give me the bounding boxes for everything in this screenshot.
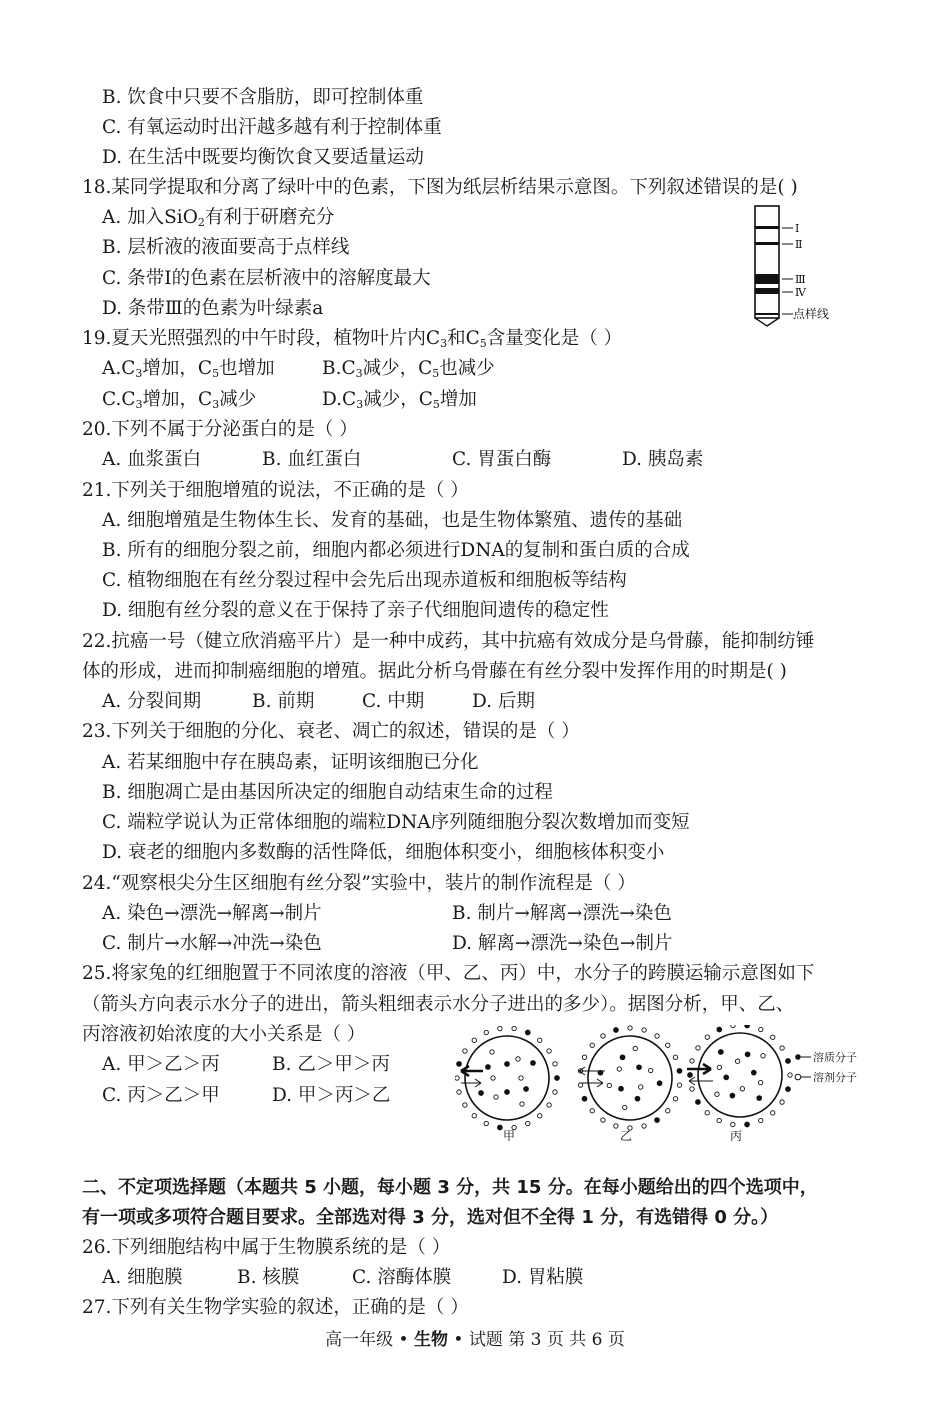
solute-molecule bbox=[524, 1087, 529, 1092]
solute-molecule bbox=[614, 1028, 619, 1033]
band-1 bbox=[755, 226, 779, 229]
q20-stem: 20.下列不属于分泌蛋白的是（ ） bbox=[82, 419, 358, 440]
q23-option-d: D. 衰老的细胞内多数酶的活性降低，细胞体积变小，细胞核体积变小 bbox=[102, 842, 665, 863]
q20-option-a: A. 血浆蛋白 bbox=[102, 449, 202, 470]
solute-molecule bbox=[657, 1081, 662, 1086]
solvent-molecule bbox=[490, 1050, 494, 1054]
q18-option-a: A. 加入SiO$_2$有利于研磨充分 bbox=[102, 207, 335, 229]
solute-molecule bbox=[677, 1069, 682, 1074]
solvent-molecule bbox=[780, 1046, 784, 1050]
q25-option-b: B. 乙＞甲＞丙 bbox=[272, 1054, 390, 1075]
q19-stem: 19.夏天光照强烈的中午时段，植物叶片内$C_3$和$C_5$含量变化是（ ） bbox=[82, 328, 623, 350]
solute-molecule bbox=[505, 1062, 510, 1067]
q25-option-d: D. 甲＞丙＞乙 bbox=[272, 1085, 391, 1106]
solute-molecule bbox=[718, 1050, 723, 1055]
solvent-molecule bbox=[472, 1114, 476, 1118]
solvent-molecule bbox=[677, 1083, 681, 1087]
solute-molecule bbox=[637, 1065, 642, 1070]
solvent-molecule bbox=[633, 1046, 637, 1050]
solvent-molecule bbox=[717, 1118, 721, 1122]
q21-stem: 21.下列关于细胞增殖的说法，不正确的是（ ） bbox=[82, 480, 469, 501]
footer-paper: 试题 bbox=[468, 1330, 503, 1350]
solvent-molecule bbox=[498, 1026, 502, 1030]
solute-molecule bbox=[745, 1122, 750, 1127]
solvent-molecule bbox=[491, 1076, 495, 1080]
label-yi: 乙 bbox=[620, 1129, 633, 1143]
solvent-molecule bbox=[623, 1105, 627, 1109]
q18-option-d: D. 条带Ⅲ的色素为叶绿素a bbox=[102, 298, 324, 319]
q26-stem: 26.下列细胞结构中属于生物膜系统的是（ ） bbox=[82, 1237, 451, 1258]
q26-option-a: A. 细胞膜 bbox=[102, 1267, 183, 1288]
solute-molecule bbox=[786, 1087, 791, 1092]
band-4 bbox=[755, 288, 779, 294]
footer-page-number: 第 3 页 共 6 页 bbox=[508, 1330, 625, 1350]
solvent-molecule bbox=[666, 1043, 670, 1047]
page-footer: 高一年级 • 生物 • 试题 第 3 页 共 6 页 bbox=[325, 1330, 625, 1350]
solvent-molecule bbox=[520, 1102, 524, 1106]
q21-option-a: A. 细胞增殖是生物体生长、发育的基础，也是生物体繁殖、遗传的基础 bbox=[102, 510, 683, 531]
q25-stem-line3: 丙溶液初始浓度的大小关系是（ ） bbox=[82, 1024, 366, 1045]
q18-option-b: B. 层析液的液面要高于点样线 bbox=[102, 237, 350, 258]
q20-option-d: D. 胰岛素 bbox=[622, 449, 704, 470]
solvent-molecule bbox=[553, 1090, 557, 1094]
solvent-molecule bbox=[614, 1124, 618, 1128]
q20-option-c: C. 胃蛋白酶 bbox=[452, 449, 552, 470]
solute-molecule bbox=[525, 1030, 530, 1035]
solute-molecule bbox=[688, 1073, 693, 1078]
solvent-molecule bbox=[731, 1025, 735, 1028]
cell-jia bbox=[465, 1036, 549, 1120]
solvent-molecule bbox=[759, 1027, 763, 1031]
solute-molecule bbox=[724, 1075, 729, 1080]
solvent-molecule bbox=[639, 1085, 643, 1089]
band-3 bbox=[755, 274, 779, 284]
solvent-molecule bbox=[538, 1114, 542, 1118]
q19-option-a: $A.C_3$增加，$C_5$也增加 bbox=[102, 358, 275, 380]
q19-option-d: $D.C_3$减少，$C_5$增加 bbox=[322, 389, 477, 411]
q24-option-c: C. 制片→水解→冲洗→染色 bbox=[102, 933, 322, 954]
solvent-molecule bbox=[780, 1100, 784, 1104]
q24-option-a: A. 染色→漂洗→解离→制片 bbox=[102, 903, 322, 924]
solute-molecule bbox=[696, 1100, 701, 1105]
solvent-molecule bbox=[553, 1062, 557, 1066]
solute-molecule bbox=[745, 1025, 750, 1028]
q21-option-b: B. 所有的细胞分裂之前，细胞内都必须进行DNA的复制和蛋白质的合成 bbox=[102, 540, 690, 561]
q17-option-b: B. 饮食中只要不含脂肪，即可控制体重 bbox=[102, 87, 424, 108]
solvent-molecule bbox=[494, 1095, 498, 1099]
legend-solvent-label: 溶剂分子 bbox=[813, 1071, 857, 1084]
q22-stem-line2: 体的形成，进而抑制癌细胞的增殖。据此分析乌骨藤在有丝分裂中发挥作用的时期是( ) bbox=[82, 661, 787, 682]
solute-molecule bbox=[786, 1059, 791, 1064]
section2-title-line1: 二、不定项选择题（本题共 5 小题，每小题 3 分，共 15 分。在每小题给出的四个选项中， bbox=[82, 1177, 818, 1198]
label-band-2: Ⅱ bbox=[795, 238, 803, 251]
solute-molecule bbox=[619, 1086, 624, 1091]
osmosis-figure bbox=[455, 1025, 875, 1150]
arrow-jia-out bbox=[461, 1066, 483, 1076]
solvent-molecule bbox=[601, 1118, 605, 1122]
legend-solute-marker bbox=[795, 1054, 801, 1060]
solute-molecule bbox=[505, 1090, 510, 1095]
section2-title-line2: 有一项或多项符合题目要求。全部选对得 3 分，选对但不全得 1 分，有选错得 0 分。） bbox=[82, 1207, 779, 1228]
legend-solute-label: 溶质分子 bbox=[813, 1051, 857, 1064]
cell-yi bbox=[588, 1036, 672, 1120]
q21-option-d: D. 细胞有丝分裂的意义在于保持了亲子代细胞间遗传的稳定性 bbox=[102, 600, 609, 621]
solvent-molecule bbox=[472, 1038, 476, 1042]
q25-stem-line2: （箭头方向表示水分子的进出，箭头粗细表示水分子进出的多少）。据图分析，甲、乙、 bbox=[82, 994, 795, 1015]
solvent-molecule bbox=[516, 1057, 520, 1061]
solvent-molecule bbox=[673, 1055, 677, 1059]
solvent-molecule bbox=[547, 1049, 551, 1053]
label-spot-line: 点样线 bbox=[793, 307, 830, 321]
solute-molecule bbox=[555, 1076, 560, 1081]
q25-option-c: C. 丙＞乙＞甲 bbox=[102, 1085, 220, 1106]
q17-option-c: C. 有氧运动时出汗越多越有利于控制体重 bbox=[102, 117, 442, 138]
solvent-molecule bbox=[538, 1038, 542, 1042]
solvent-molecule bbox=[715, 1092, 719, 1096]
q22-option-b: B. 前期 bbox=[252, 691, 315, 712]
solute-molecule bbox=[497, 1125, 502, 1130]
cell-bing bbox=[698, 1033, 782, 1117]
solvent-molecule bbox=[696, 1046, 700, 1050]
solvent-molecule bbox=[690, 1087, 694, 1091]
solvent-molecule bbox=[771, 1035, 775, 1039]
q24-stem: 24.“观察根尖分生区细胞有丝分裂”实验中，装片的制作流程是（ ） bbox=[82, 873, 636, 894]
solvent-molecule bbox=[705, 1035, 709, 1039]
footer-subject: 生物 bbox=[413, 1330, 448, 1350]
legend-solvent-marker bbox=[795, 1074, 801, 1080]
solvent-molecule bbox=[455, 1076, 459, 1080]
solute-molecule bbox=[757, 1096, 762, 1101]
solute-molecule bbox=[457, 1062, 462, 1067]
q19-option-b: $B.C_3$减少，$C_5$也减少 bbox=[322, 358, 495, 380]
solvent-molecule bbox=[690, 1059, 694, 1063]
q17-option-d: D. 在生活中既要均衡饮食又要适量运动 bbox=[102, 147, 424, 168]
q23-option-b: B. 细胞凋亡是由基因所决定的细胞自动结束生命的过程 bbox=[102, 782, 553, 803]
q22-option-c: C. 中期 bbox=[362, 691, 425, 712]
solvent-molecule bbox=[666, 1109, 670, 1113]
solvent-molecule bbox=[735, 1059, 739, 1063]
q21-option-c: C. 植物细胞在有丝分裂过程中会先后出现赤道板和细胞板等结构 bbox=[102, 570, 627, 591]
label-band-3: Ⅲ bbox=[795, 273, 806, 286]
solvent-molecule bbox=[642, 1028, 646, 1032]
solvent-molecule bbox=[771, 1111, 775, 1115]
arrow-jia-in bbox=[461, 1079, 481, 1087]
q26-option-c: C. 溶酶体膜 bbox=[352, 1267, 452, 1288]
label-band-4: Ⅳ bbox=[795, 286, 806, 299]
solvent-molecule bbox=[642, 1124, 646, 1128]
solvent-molecule bbox=[758, 1080, 762, 1084]
chromatography-figure bbox=[745, 200, 855, 330]
solute-molecule bbox=[635, 1096, 640, 1101]
solvent-molecule bbox=[590, 1109, 594, 1113]
q26-option-b: B. 核膜 bbox=[237, 1267, 300, 1288]
solute-molecule bbox=[531, 1061, 536, 1066]
q26-option-d: D. 胃粘膜 bbox=[502, 1267, 584, 1288]
solvent-molecule bbox=[578, 1083, 582, 1087]
q25-stem-line1: 25.将家兔的红细胞置于不同浓度的溶液（甲、乙、丙）中，水分子的跨膜运输示意图如下 bbox=[82, 963, 815, 984]
solvent-molecule bbox=[526, 1121, 530, 1125]
solute-molecule bbox=[486, 1065, 491, 1070]
q25-option-a: A. 甲＞乙＞丙 bbox=[102, 1054, 220, 1075]
solvent-molecule bbox=[590, 1043, 594, 1047]
solvent-molecule bbox=[484, 1121, 488, 1125]
label-bing: 丙 bbox=[730, 1129, 743, 1143]
solvent-molecule bbox=[705, 1111, 709, 1115]
solute-molecule bbox=[745, 1052, 750, 1057]
q23-option-c: C. 端粒学说认为正常体细胞的端粒DNA序列随细胞分裂次数增加而变短 bbox=[102, 812, 690, 833]
solvent-molecule bbox=[463, 1049, 467, 1053]
solvent-molecule bbox=[761, 1054, 765, 1058]
solvent-molecule bbox=[547, 1103, 551, 1107]
q24-option-b: B. 制片→解离→漂洗→染色 bbox=[452, 903, 672, 924]
solvent-molecule bbox=[484, 1030, 488, 1034]
q23-option-a: A. 若某细胞中存在胰岛素，证明该细胞已分化 bbox=[102, 752, 479, 773]
solvent-molecule bbox=[463, 1103, 467, 1107]
q23-stem: 23.下列关于细胞的分化、衰老、凋亡的叙述，错误的是（ ） bbox=[82, 721, 580, 742]
solvent-molecule bbox=[731, 1122, 735, 1126]
q22-option-a: A. 分裂间期 bbox=[102, 691, 202, 712]
solvent-molecule bbox=[457, 1090, 461, 1094]
solvent-molecule bbox=[740, 1087, 744, 1091]
label-band-1: Ⅰ bbox=[795, 222, 800, 235]
q22-option-d: D. 后期 bbox=[472, 691, 535, 712]
solute-molecule bbox=[479, 1091, 484, 1096]
solvent-molecule bbox=[759, 1118, 763, 1122]
solute-molecule bbox=[620, 1055, 625, 1060]
q18-stem: 18.某同学提取和分离了绿叶中的色素，下图为纸层析结果示意图。下列叙述错误的是( ) bbox=[82, 177, 798, 198]
arrow-bing-out bbox=[689, 1077, 713, 1085]
solute-molecule bbox=[655, 1118, 660, 1123]
solvent-molecule bbox=[601, 1034, 605, 1038]
solvent-molecule bbox=[648, 1068, 652, 1072]
q19-option-c: $C.C_3$增加，$C_3$减少 bbox=[102, 389, 257, 411]
paper-strip bbox=[755, 206, 779, 318]
q24-option-d: D. 解离→漂洗→染色→制片 bbox=[452, 933, 673, 954]
q27-stem: 27.下列有关生物学实验的叙述，正确的是（ ） bbox=[82, 1297, 469, 1318]
solute-molecule bbox=[717, 1027, 722, 1032]
solvent-molecule bbox=[512, 1026, 516, 1030]
solvent-molecule bbox=[607, 1083, 611, 1087]
solute-molecule bbox=[582, 1096, 587, 1101]
strip-bottom-point bbox=[755, 318, 779, 326]
solute-molecule bbox=[751, 1070, 756, 1075]
footer-grade: 高一年级 bbox=[325, 1330, 394, 1350]
q22-stem-line1: 22.抗癌一号（健立欣消癌平片）是一种中成药，其中抗癌有效成分是乌骨藤，能抑制纺锤 bbox=[82, 631, 815, 652]
q18-option-c: C. 条带Ⅰ的色素在层析液中的溶解度最大 bbox=[102, 268, 431, 289]
solvent-molecule bbox=[519, 1076, 523, 1080]
solvent-molecule bbox=[628, 1026, 632, 1030]
label-jia: 甲 bbox=[503, 1129, 516, 1143]
solvent-molecule bbox=[788, 1073, 792, 1077]
solvent-molecule bbox=[717, 1065, 721, 1069]
band-2 bbox=[755, 242, 779, 245]
solvent-molecule bbox=[655, 1034, 659, 1038]
q20-option-b: B. 血红蛋白 bbox=[262, 449, 362, 470]
solvent-molecule bbox=[617, 1067, 621, 1071]
solvent-molecule bbox=[673, 1097, 677, 1101]
solvent-molecule bbox=[582, 1055, 586, 1059]
solute-molecule bbox=[730, 1093, 735, 1098]
